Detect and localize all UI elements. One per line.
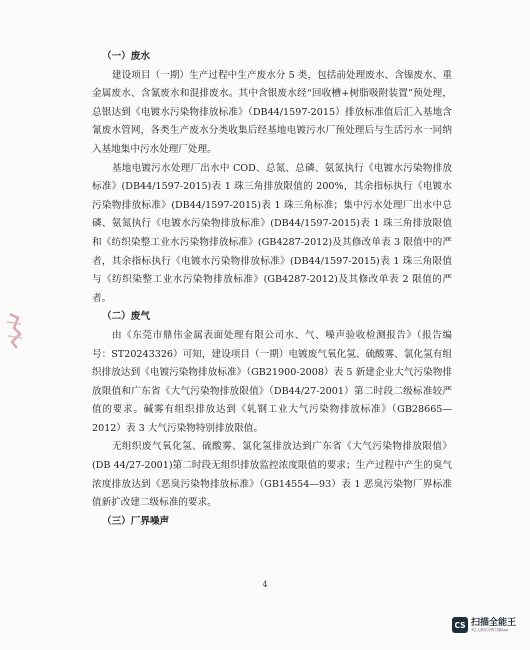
exhaust-gas-paragraph-2: 无组织废气氧化氢、硫酸雾、氯化氢排放达到广东省《大气污染物排放限值》(DB 44/27-2001)第二时段无组织排放监控浓度限值的要求；生产过程中产生的臭气浓度排放达到《恶臭污染物排放标准》（GB14554—93）表 1 恶臭污染物厂界标准值新扩改建二级标准的要求。 [92, 441, 452, 509]
camscanner-logo-icon: CS [452, 617, 468, 633]
red-stamp-mark-icon [4, 308, 26, 352]
scanner-app-tagline: 3亿人都在用的扫描App [470, 627, 509, 632]
page-number: 4 [262, 580, 268, 589]
section-heading-boundary-noise: （三）厂界噪声 [102, 515, 170, 527]
section-heading-wastewater: （一）废水 [102, 51, 150, 62]
section-heading-exhaust-gas: （二）废气 [102, 311, 150, 323]
scanner-badge-text [471, 618, 516, 633]
wastewater-paragraph-2: 基地电镀污水处理厂出水中 COD、总氮、总磷、氨氮执行《电镀水污染物排放标准》(DB44/1597-2015)表 1 珠三角排放限值的 200%，其余指标执行《电镀水污染物排放标准》(DB44/1597-2015)表 1 珠三角标准；集中污水处理厂出水中总磷、氨氮执行《电镀水污染物排放标准》(DB44/1597-2015)表 1 珠三角排放限值和《纺织染整工业水污染物排放标准》(GB4287-2012)及其修改单表 3 限值中的严者，其余指标执行《电镀水污染物排放标准》(DB44/1597-2015)表 1 珠三角限值与《纺织染整工业水污染物排放标准》(GB4287-2012)及其修改单表 2 限值的严者。 [92, 162, 452, 304]
exhaust-gas-paragraph-1: 由《东莞市鼎伟金属表面处理有限公司水、气、噪声验收检测报告》（报告编号：ST20243326）可知，建设项目（一期）电镀废气氧化氢、硫酸雾、氯化氢有组织排放达到《电镀污染物排放标准》（GB21900-2008）表 5 新建企业大气污染物排放限值和广东省《大气污染物排放限值》（DB44/27-2001）第二时段二级标准较严值的要求。碱雾有组织排放达到《轧钢工业大气污染物排放标准》（GB28665—2012）表 3 大气污染物特别排放限值。 [92, 329, 452, 434]
document-body [92, 48, 452, 531]
scanner-app-badge [452, 617, 516, 633]
scanner-app-name: 扫描全能王 [470, 617, 516, 628]
wastewater-paragraph-1: 建设项目（一期）生产过程中生产废水分 5 类，包括前处理废水、含镍废水、重金属废水、含氰废水和混排废水。其中含银废水经“回收槽+树脂吸附装置”预处理，总银达到《电镀水污染物排放标准》（DB44/1597-2015）排放标准值后汇入基地含氰废水管网，各类生产废水分类收集后经基地电镀污水厂预处理后与生活污水一同纳入基地集中污水处理厂处理。 [92, 69, 452, 155]
